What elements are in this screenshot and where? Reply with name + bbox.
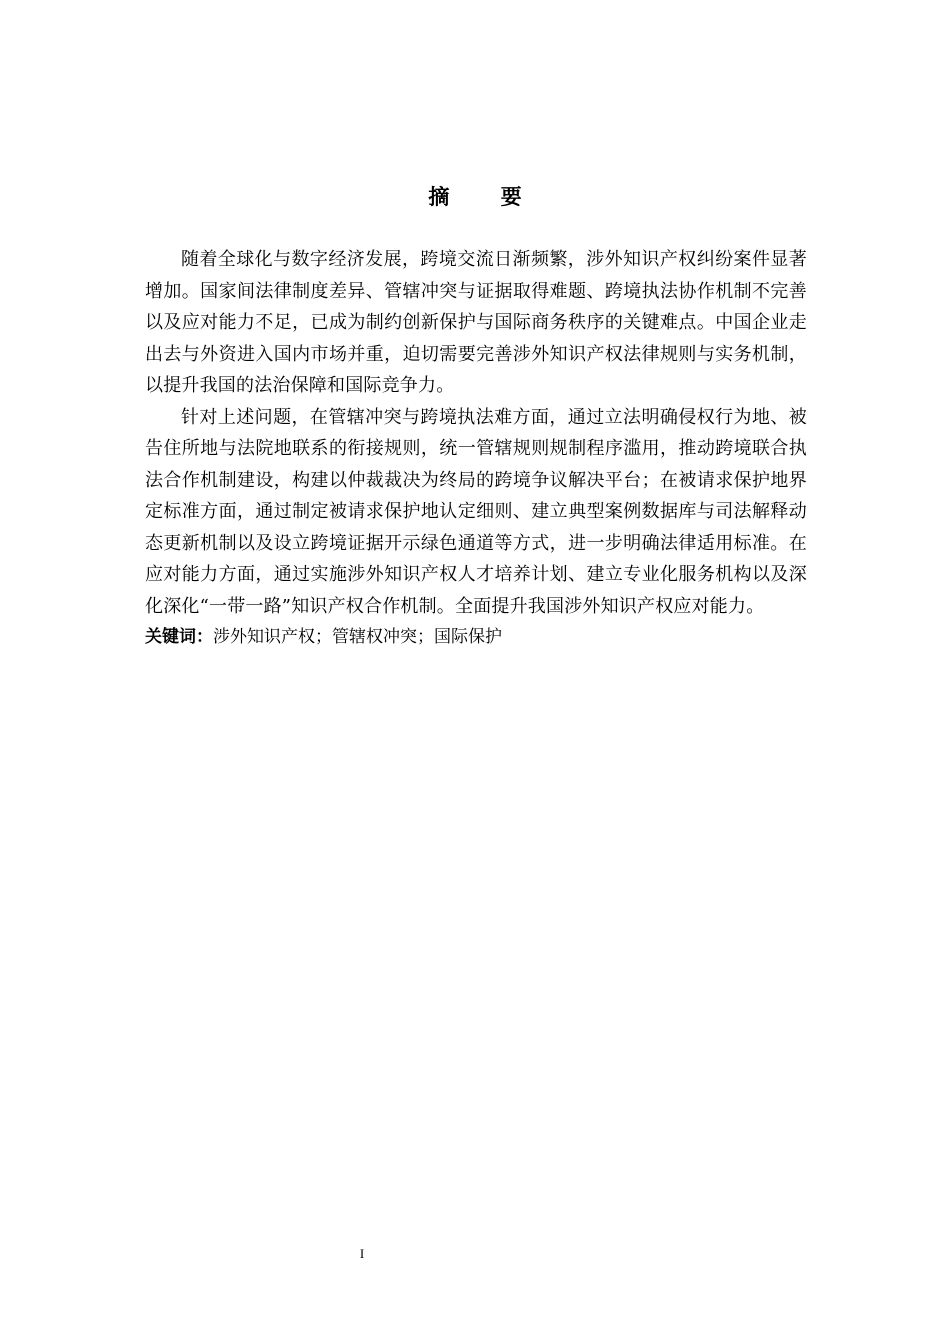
keywords-text: 涉外知识产权；管辖权冲突；国际保护	[213, 627, 502, 647]
keywords-label: 关键词：	[145, 627, 213, 647]
abstract-body	[145, 244, 807, 652]
page-number: I	[359, 1246, 365, 1261]
abstract-paragraph-2: 针对上述问题，在管辖冲突与跨境执法难方面，通过立法明确侵权行为地、被告住所地与法院地联系的衔接规则，统一管辖规则规制程序滥用，推动跨境联合执法合作机制建设，构建以仲裁裁决为终局的跨境争议解决平台；在被请求保护地界定标准方面，通过制定被请求保护地认定细则、建立典型案例数据库与司法解释动态更新机制以及设立跨境证据开示绿色通道等方式，进一步明确法律适用标准。在应对能力方面，通过实施涉外知识产权人才培养计划、建立专业化服务机构以及深化深化“一带一路”知识产权合作机制。全面提升我国涉外知识产权应对能力。	[145, 406, 807, 617]
keywords-line	[145, 622, 807, 652]
abstract-title: 摘 要	[428, 185, 544, 209]
abstract-paragraph-1: 随着全球化与数字经济发展，跨境交流日渐频繁，涉外知识产权纠纷案件显著增加。国家间法律制度差异、管辖冲突与证据取得难题、跨境执法协作机制不完善以及应对能力不足，已成为制约创新保护与国际商务秩序的关键难点。中国企业走出去与外资进入国内市场并重，迫切需要完善涉外知识产权法律规则与实务机制，以提升我国的法治保障和国际竞争力。	[145, 249, 807, 396]
